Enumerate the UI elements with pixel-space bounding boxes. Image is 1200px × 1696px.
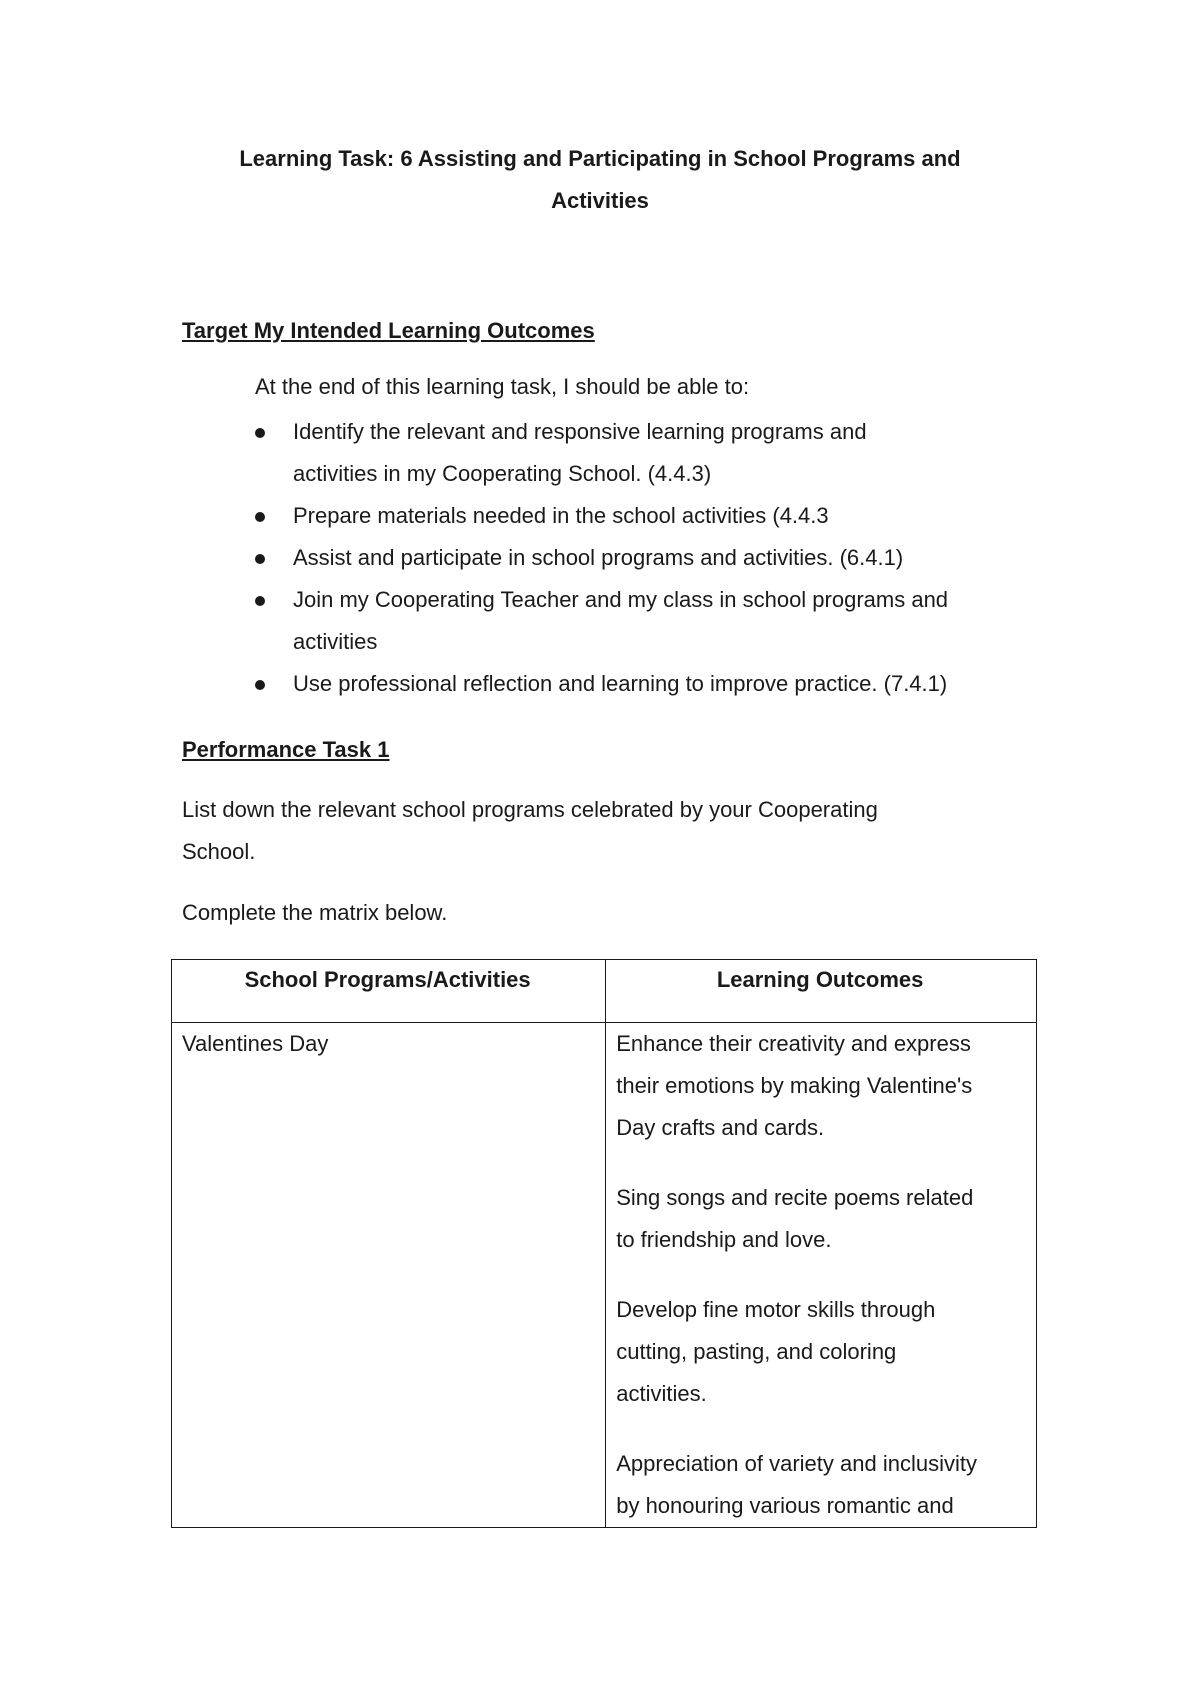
document-title: [170, 138, 1030, 222]
matrix-instruction: Complete the matrix below.: [182, 900, 448, 925]
list-item: Join my Cooperating Teacher and my class in school programs and activities: [255, 579, 1035, 663]
outcomes-intro: At the end of this learning task, I should be able to:: [255, 374, 750, 399]
header-programs: School Programs/Activities: [172, 960, 606, 1023]
outcomes-heading: Target My Intended Learning Outcomes: [182, 318, 595, 343]
title-line-2: Activities: [551, 188, 649, 213]
header-learning-outcomes: Learning Outcomes: [606, 960, 1037, 1023]
task-instruction: List down the relevant school programs celebrated by your Cooperating School.: [182, 797, 878, 864]
outcomes-cell: [606, 1023, 1037, 1528]
outcome-paragraph: Sing songs and recite poems related to friendship and love.: [616, 1185, 974, 1252]
outcome-paragraph: Enhance their creativity and express their emotions by making Valentine's Day crafts and cards.: [616, 1031, 973, 1140]
bullet-icon: [255, 680, 265, 690]
table-header-row: [172, 960, 1037, 1023]
list-item: Identify the relevant and responsive learning programs and activities in my Cooperating School. (4.4.3): [255, 411, 1035, 495]
outcome-paragraph: Appreciation of variety and inclusivity by honouring various romantic and: [616, 1451, 977, 1518]
bullet-icon: [255, 554, 265, 564]
bullet-icon: [255, 596, 265, 606]
outcomes-list: [255, 411, 1035, 705]
list-item: Prepare materials needed in the school activities (4.4.3: [255, 495, 1035, 537]
title-line-1: Learning Task: 6 Assisting and Participating in School Programs and: [239, 146, 961, 171]
learning-matrix-table: [171, 959, 1037, 1528]
table-row: [172, 1023, 1037, 1528]
list-item: Use professional reflection and learning to improve practice. (7.4.1): [255, 663, 1035, 705]
bullet-icon: [255, 512, 265, 522]
program-cell: Valentines Day: [172, 1023, 606, 1528]
performance-task-heading: Performance Task 1: [182, 737, 390, 762]
outcome-paragraph: Develop fine motor skills through cutting, pasting, and coloring activities.: [616, 1297, 936, 1406]
bullet-icon: [255, 428, 265, 438]
list-item: Assist and participate in school programs and activities. (6.4.1): [255, 537, 1035, 579]
